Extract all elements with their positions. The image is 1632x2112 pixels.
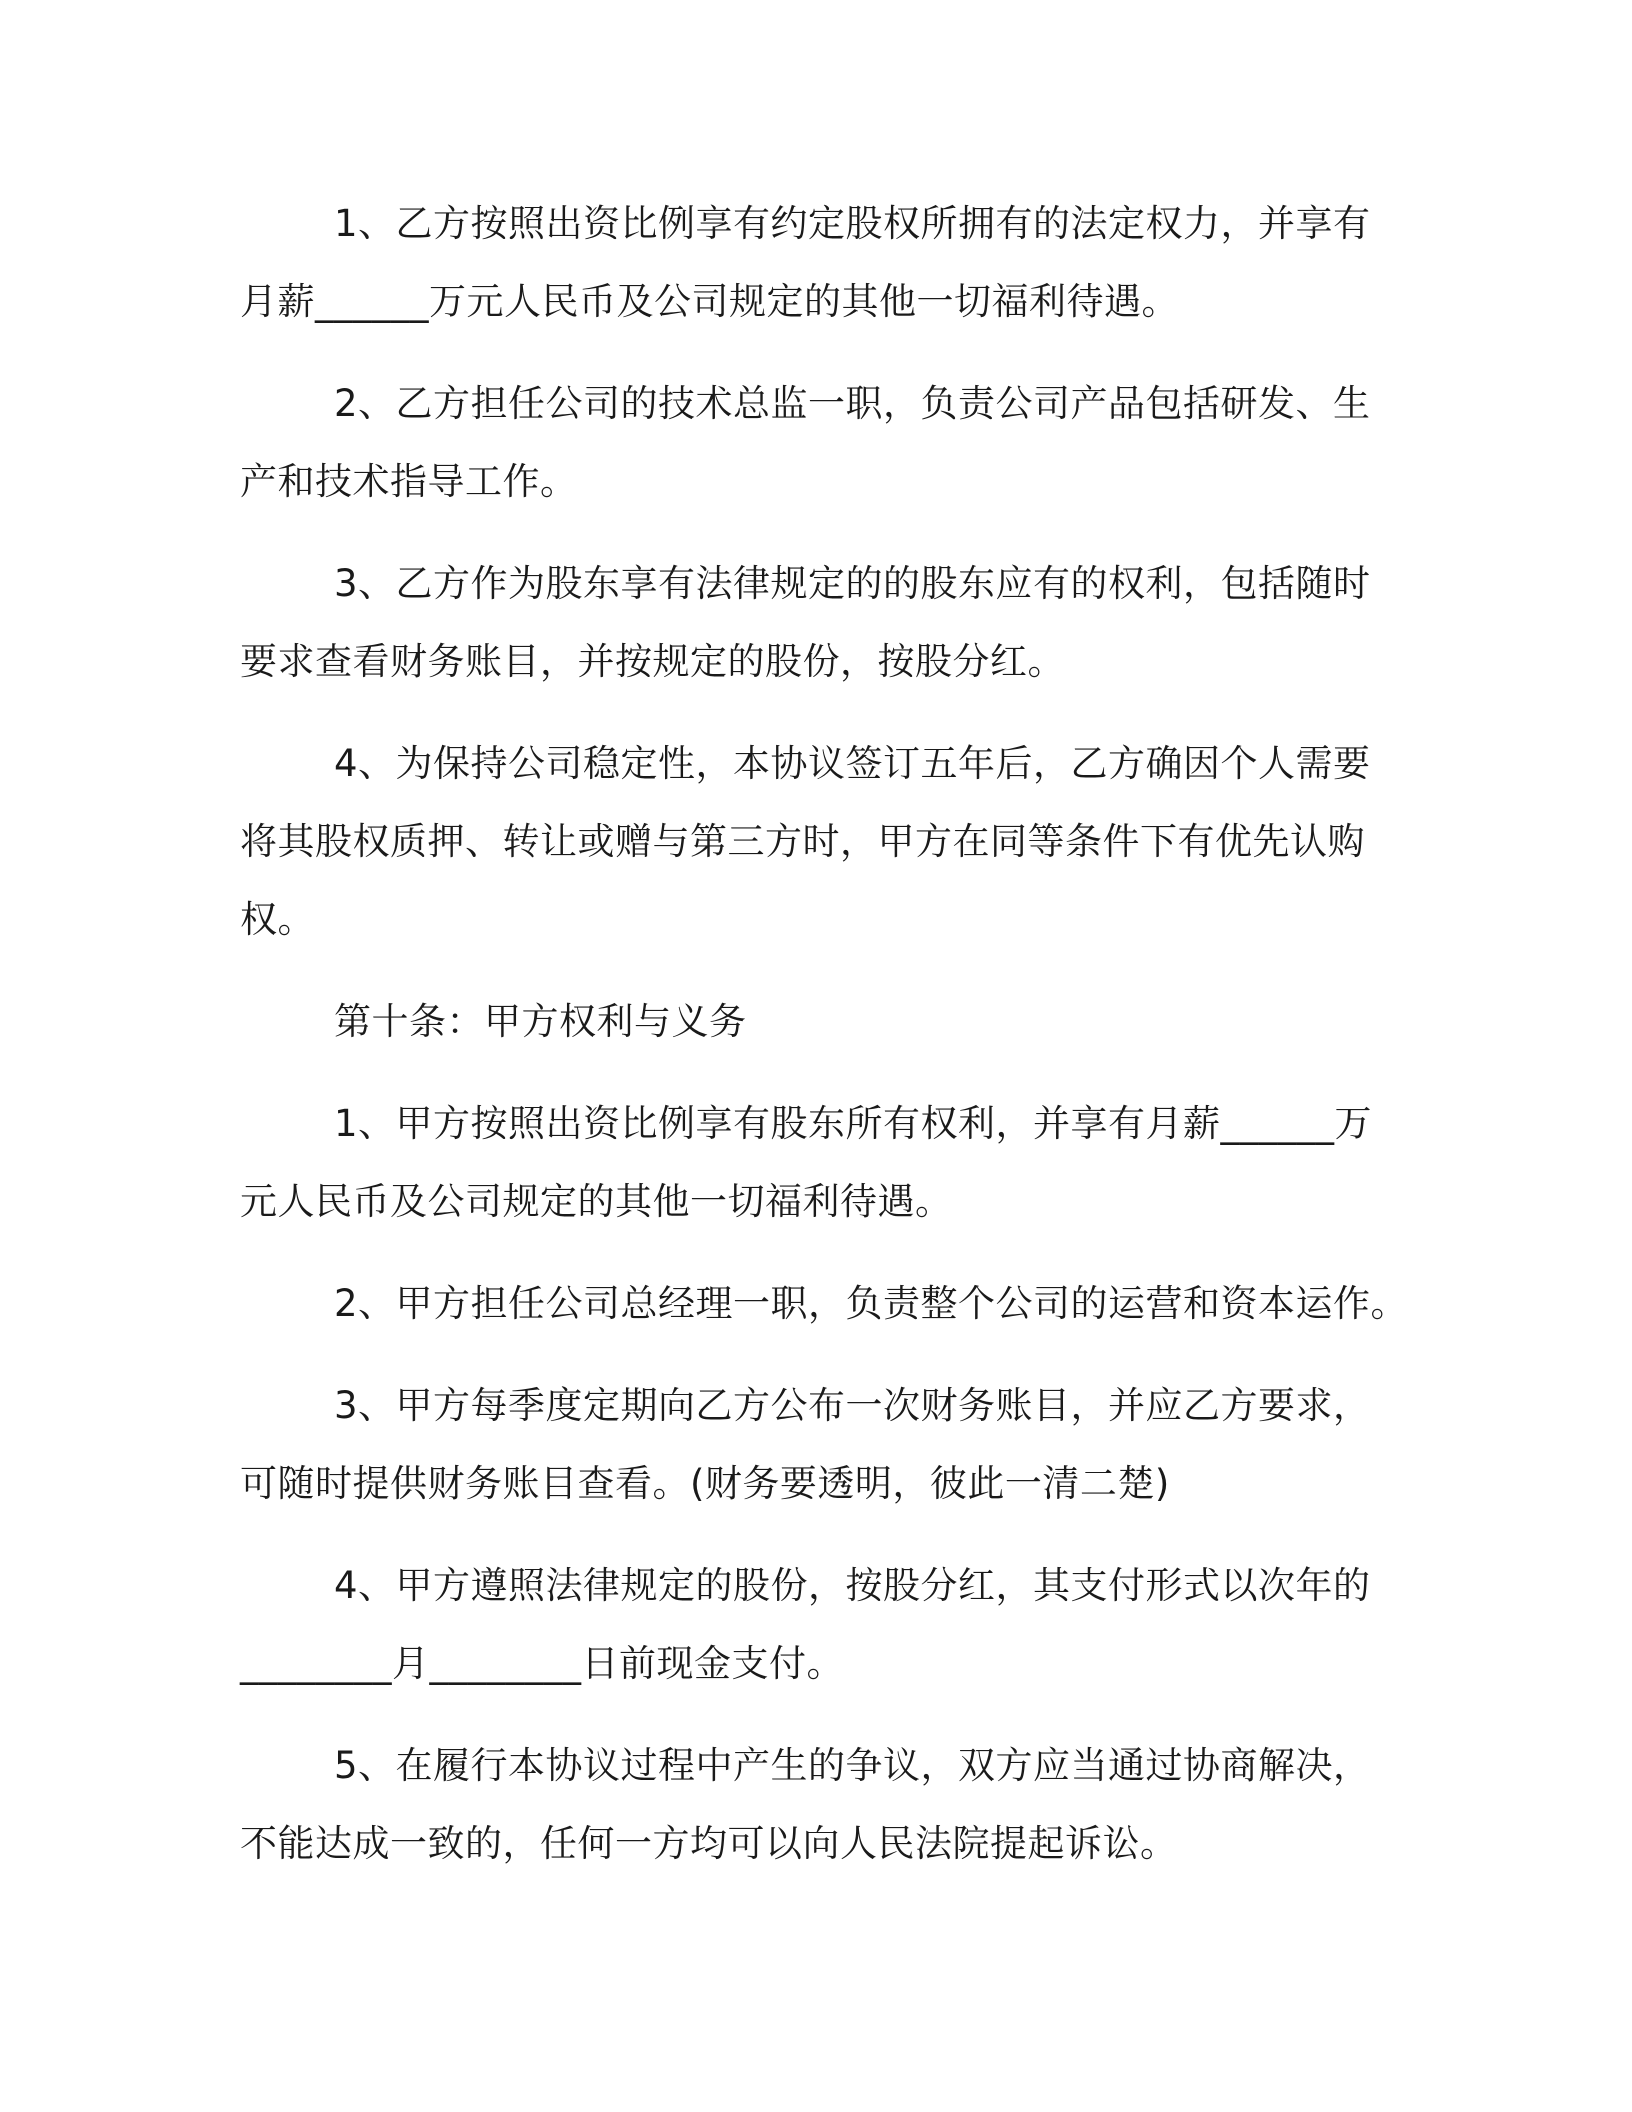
paragraph-line: 将其股权质押、转让或赠与第三方时，甲方在同等条件下有优先认购 [240,820,1365,863]
document-body [240,185,1409,1907]
paragraph-line: 月薪______万元人民币及公司规定的其他一切福利待遇。 [240,280,1179,323]
paragraph-line: 要求查看财务账目，并按规定的股份，按股分红。 [240,640,1065,683]
paragraph-line: 5、在履行本协议过程中产生的争议，双方应当通过协商解决， [334,1744,1371,1787]
clause-paragraph-4 [240,725,1400,959]
clause-paragraph-2 [240,365,1400,521]
paragraph-line: 可随时提供财务账目查看。(财务要透明，彼此一清二楚) [240,1462,1170,1505]
paragraph-line: 权。 [240,898,315,941]
clause-paragraph-9 [240,1727,1400,1883]
paragraph-line: 产和技术指导工作。 [240,460,578,503]
clause-paragraph-8 [240,1547,1400,1703]
paragraph-line: 1、乙方按照出资比例享有约定股权所拥有的法定权力，并享有 [334,202,1371,245]
paragraph-line: 不能达成一致的，任何一方均可以向人民法院提起诉讼。 [240,1822,1178,1865]
clause-paragraph-3 [240,545,1400,701]
clause-paragraph-1 [240,185,1400,341]
paragraph-line: 3、甲方每季度定期向乙方公布一次财务账目，并应乙方要求， [334,1384,1371,1427]
paragraph-line: 2、甲方担任公司总经理一职，负责整个公司的运营和资本运作。 [334,1282,1409,1325]
clause-paragraph-5 [240,1085,1400,1241]
paragraph-line: 元人民币及公司规定的其他一切福利待遇。 [240,1180,953,1223]
paragraph-line: 1、甲方按照出资比例享有股东所有权利，并享有月薪______万 [334,1102,1373,1145]
paragraph-line: 3、乙方作为股东享有法律规定的的股东应有的权利，包括随时 [334,562,1371,605]
paragraph-line: 4、甲方遵照法律规定的股份，按股分红，其支付形式以次年的 [334,1564,1371,1607]
paragraph-line: ________月________日前现金支付。 [240,1642,844,1685]
clause-paragraph-6 [240,1265,1409,1343]
clause-paragraph-7 [240,1367,1400,1523]
heading-text: 第十条：甲方权利与义务 [334,1000,747,1043]
article-heading [240,983,1400,1061]
paragraph-line: 4、为保持公司稳定性，本协议签订五年后，乙方确因个人需要 [334,742,1371,785]
paragraph-line: 2、乙方担任公司的技术总监一职，负责公司产品包括研发、生 [334,382,1371,425]
